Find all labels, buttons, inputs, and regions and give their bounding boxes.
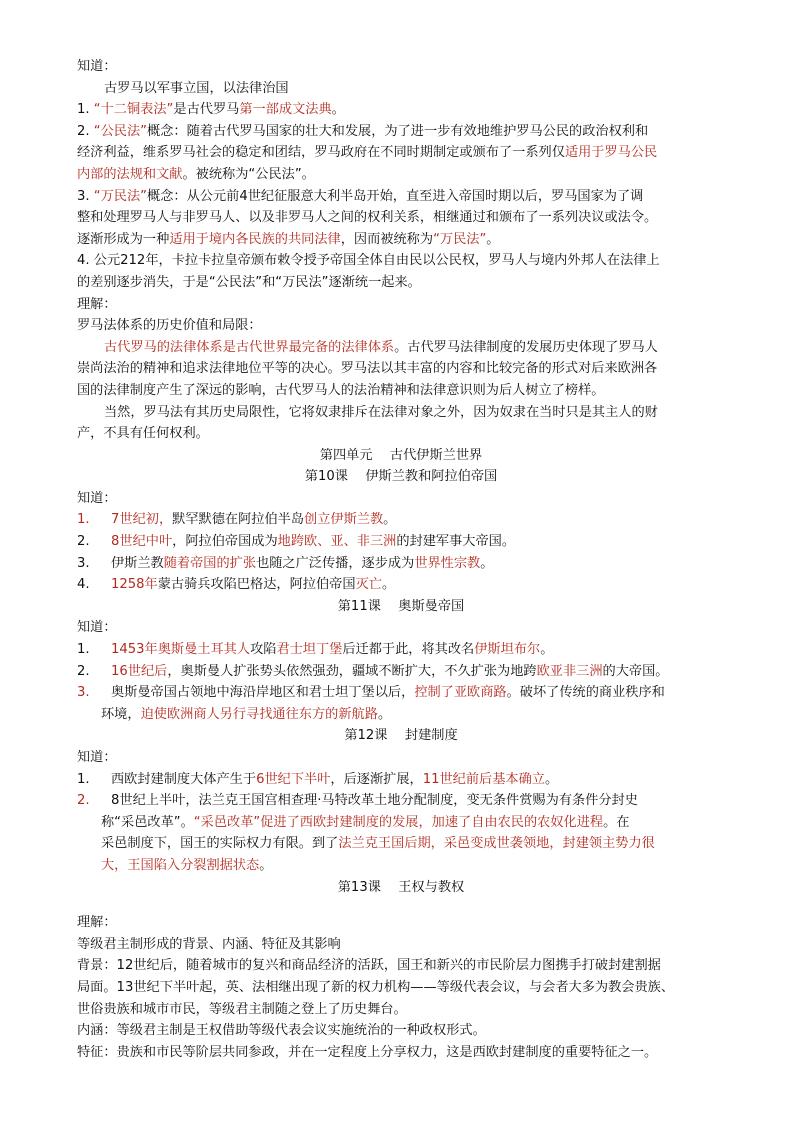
text-segment: 逐渐形成为一种	[77, 231, 170, 247]
list-number: 1.	[77, 642, 90, 658]
list-item-line	[101, 855, 725, 877]
text-segment: 产，不具有任何权利。	[77, 426, 209, 442]
text-segment: 。	[486, 231, 500, 247]
text-segment: ，阿拉伯帝国成为	[172, 534, 278, 550]
text-segment: “万民法”	[433, 231, 487, 247]
text-segment: 。在	[603, 814, 630, 830]
list-item-line	[101, 531, 725, 553]
list-number: 2.	[77, 534, 90, 550]
list-item	[77, 682, 725, 725]
text-segment: 经济利益，维系罗马社会的稳定和团结，罗马政府在不同时期制定或颁布了一系列仅	[77, 145, 565, 161]
text-segment: 4. 公元212年，卡拉卡拉皇帝颁布敕令授予帝国全体自由民以公民权，罗马人与境内外邦人在法律上	[77, 253, 660, 269]
text-segment: 1453年奥斯曼土耳其人	[111, 642, 251, 658]
section-heading	[77, 877, 725, 899]
text-segment: 攻陷	[250, 642, 277, 658]
text-line	[77, 380, 725, 402]
list-number: 3.	[77, 685, 90, 701]
list-item-line	[101, 833, 725, 855]
text-segment: 2.	[77, 123, 94, 139]
text-segment: 16世纪后	[111, 663, 168, 679]
text-line	[77, 164, 725, 186]
text-line	[77, 186, 725, 208]
text-segment: 世俗贵族和城市市民，等级君主制随之登上了历史舞台。	[77, 1001, 407, 1017]
text-segment: 知道：	[77, 750, 117, 765]
text-segment: 内涵：等级君主制是王权借助等级代表会议实施统治的一种政权形式。	[77, 1023, 486, 1039]
list-item-text	[101, 574, 725, 596]
text-segment: 知道：	[77, 59, 117, 74]
text-segment: 概念：从公元前4世纪征服意大利半岛开始，直至进入帝国时期以后，罗马国家为了调	[147, 188, 644, 204]
text-segment: 1.	[77, 102, 94, 118]
text-line	[77, 142, 725, 164]
text-segment: 8世纪中叶	[111, 534, 173, 550]
text-segment: 。	[381, 577, 396, 593]
text-segment: 。	[383, 512, 397, 528]
text-segment: 理解：	[77, 915, 117, 931]
text-segment: 3.	[77, 188, 94, 204]
section-heading	[77, 596, 725, 618]
text-line	[77, 423, 725, 445]
text-line	[77, 56, 725, 78]
list-item	[77, 790, 725, 876]
list-number: 1.	[77, 771, 90, 787]
text-line	[77, 402, 725, 424]
list-item-line	[101, 553, 725, 575]
text-line	[77, 934, 725, 956]
text-segment: 。古代罗马法律制度的发展历史体现了罗马人	[394, 339, 658, 355]
text-segment: 崇尚法治的精神和追求法律地位平等的决心。罗马法以其丰富的内容和比较完备的形式对后来欧洲各	[77, 361, 658, 377]
text-segment: 第四单元 古代伊斯兰世界	[319, 447, 483, 463]
text-line	[77, 78, 725, 100]
text-segment: “万民法”	[93, 188, 148, 204]
text-segment: 第12课 封建制度	[344, 728, 458, 744]
list-item-line	[101, 639, 725, 661]
list-item	[77, 531, 725, 553]
list-number: 2.	[77, 793, 90, 809]
text-line	[77, 912, 725, 934]
list-item-text	[101, 509, 725, 531]
text-segment: 8世纪上半叶，法兰克王国宫相查理·马特改革土地分配制度，变无条件赏赐为有条件分封史	[111, 793, 638, 809]
text-segment: 等级君主制形成的背景、内涵、特征及其影响	[77, 936, 341, 952]
text-segment: 的封建军事大帝国。	[396, 534, 516, 550]
list-number: 4.	[77, 577, 90, 593]
text-segment: 创立伊斯兰教	[304, 512, 384, 528]
list-item-line	[101, 509, 725, 531]
list-item-text	[101, 790, 725, 876]
text-line	[77, 207, 725, 229]
text-segment: 概念：随着古代罗马国家的壮大和发展，为了进一步有效地维护罗马公民的政治权利和	[147, 123, 649, 139]
text-segment: 大，王国陷入分裂割据状态	[101, 857, 260, 873]
text-segment: 当然，罗马法有其历史局限性，它将奴隶排斥在法律对象之外，因为奴隶在当时只是其主人的财	[104, 404, 658, 420]
list-item	[77, 769, 725, 791]
text-segment: 世界性宗教	[414, 555, 481, 571]
text-segment: 伊斯坦布尔	[474, 642, 541, 658]
text-segment: 控制了亚欧商路	[414, 685, 507, 701]
list-item	[77, 639, 725, 661]
text-segment: 的大帝国。	[602, 663, 669, 679]
text-segment: 国的法律制度产生了深远的影响，古代罗马人的法治精神和法律意识则为后人树立了榜样。	[77, 382, 605, 398]
list-item	[77, 553, 725, 575]
text-line	[77, 337, 725, 359]
text-line	[77, 999, 725, 1021]
text-segment: ，后逐渐扩展，	[330, 771, 423, 787]
text-line	[77, 99, 725, 121]
list-item-text	[101, 531, 725, 553]
section-heading	[77, 466, 725, 488]
text-line	[77, 977, 725, 999]
text-line	[77, 955, 725, 977]
text-segment: 背景：12世纪后，随着城市的复兴和商品经济的活跃，国王和新兴的市民阶层力图携手打破封建割据	[77, 958, 661, 974]
text-segment: 奥斯曼帝国占领地中海沿岸地区和君士坦丁堡以后，	[111, 685, 415, 701]
list-item-text	[101, 639, 725, 661]
section-heading	[77, 725, 725, 747]
text-segment: 6世纪下半叶	[256, 771, 331, 787]
section-heading	[77, 445, 725, 467]
text-segment: 后迁都于此，将其改名	[342, 642, 475, 658]
list-item-line	[101, 661, 725, 683]
text-line	[77, 229, 725, 251]
text-segment: 内部的法规和文献	[77, 166, 183, 182]
text-segment: 灭亡	[355, 577, 382, 593]
list-item	[77, 574, 725, 596]
text-segment: 理解：	[77, 296, 117, 312]
text-segment: 环境，	[101, 706, 141, 722]
text-segment: 伊斯兰教	[111, 555, 164, 571]
spacer	[77, 898, 725, 912]
list-item-line	[101, 682, 725, 704]
text-segment: 是古代罗马	[173, 102, 240, 118]
text-segment: 默罕默德在阿拉伯半岛	[172, 512, 305, 528]
text-segment: 采邑制度下，国王的实际权力有限。到了	[101, 836, 339, 852]
text-line	[77, 272, 725, 294]
text-segment: 西欧封建制度大体产生于	[111, 771, 257, 787]
text-line	[77, 358, 725, 380]
text-line	[77, 1020, 725, 1042]
text-segment: 。	[544, 771, 559, 787]
list-item-line	[101, 704, 725, 726]
text-segment: 。	[540, 642, 554, 658]
text-segment: 第11课 奥斯曼帝国	[337, 598, 465, 614]
text-line	[77, 121, 725, 143]
text-segment: 法兰克王国后期，采邑变成世袭领地，封建领主势力很	[338, 836, 655, 852]
text-segment: 局面。13世纪下半叶起，英、法相继出现了新的权力机构——等级代表会议，与会者大多为教会贵族、	[77, 979, 675, 995]
text-segment: 第10课 伊斯兰教和阿拉伯帝国	[304, 469, 498, 485]
text-segment: 蒙古骑兵攻陷巴格达，阿拉伯帝国	[157, 577, 356, 593]
document-page	[77, 56, 725, 1063]
text-segment: 知道：	[77, 490, 117, 506]
text-segment: 随着帝国的扩张	[163, 555, 257, 571]
text-segment: ，奥斯曼人扩张势头依然强劲，疆域不断扩大，不久扩张为地跨	[167, 663, 537, 679]
text-segment: 。	[377, 706, 392, 722]
text-line	[77, 488, 725, 510]
list-item	[77, 509, 725, 531]
list-item-text	[101, 682, 725, 725]
list-number: 1.	[77, 512, 90, 528]
text-segment: 古代罗马的法律体系是古代世界最完备的法律体系	[104, 339, 395, 355]
text-segment: “公民法”	[93, 123, 148, 139]
text-segment: 适用于罗马公民	[564, 145, 658, 161]
text-segment: 整和处理罗马人与非罗马人、以及非罗马人之间的权利关系，相继通过和颁布了一系列决议或法令。	[77, 210, 658, 226]
text-segment: 也随之广泛传播，逐步成为	[256, 555, 415, 571]
text-segment: 的差别逐步消失，于是“公民法”和“万民法”逐渐统一起来。	[77, 274, 421, 290]
text-segment: 知道：	[77, 620, 117, 636]
text-segment: 称“采邑改革”。	[101, 814, 194, 830]
text-segment: 特征：贵族和市民等阶层共同参政，并在一定程度上分享权力，这是西欧封建制度的重要特征之一。	[77, 1044, 658, 1060]
list-number: 2.	[77, 663, 90, 679]
text-segment: 。	[259, 857, 273, 873]
text-segment: 欧亚非三洲	[536, 663, 603, 679]
list-item-line	[101, 812, 725, 834]
text-segment: 基本确立	[492, 771, 545, 787]
text-line	[77, 250, 725, 272]
list-item-text	[101, 553, 725, 575]
text-segment: 。破坏了传统的商业秩序和	[506, 685, 665, 701]
text-segment: 适用于境内各民族的共同法律	[169, 231, 341, 247]
text-segment: 第一部成文法典	[239, 102, 332, 118]
text-segment: 地跨欧、亚、非三洲	[277, 534, 397, 550]
text-segment: “十二铜表法”	[93, 102, 174, 118]
list-item-line	[101, 790, 725, 812]
text-segment: ，因而被统称为	[340, 231, 434, 247]
text-segment: 。被统称为“公民法”。	[182, 166, 315, 182]
text-segment: 。	[480, 555, 494, 571]
text-segment: 第13课 王权与教权	[337, 879, 465, 895]
text-segment: 7世纪初，	[111, 512, 173, 528]
text-line	[77, 315, 725, 337]
text-segment: 11世纪前后	[422, 771, 493, 787]
list-number: 3.	[77, 555, 90, 571]
text-segment: 古罗马以军事立国，以法律治国	[104, 80, 289, 96]
text-line	[77, 294, 725, 316]
list-item-line	[101, 769, 725, 791]
list-item-text	[101, 661, 725, 683]
text-segment: 1258年	[111, 577, 158, 593]
text-line	[77, 1042, 725, 1064]
text-segment: 罗马法体系的历史价值和局限：	[77, 318, 262, 334]
list-item-line	[101, 574, 725, 596]
text-segment: “采邑改革”促进了西欧封建制度的发展，加速了自由农民的农奴化进程	[193, 814, 604, 830]
list-item	[77, 661, 725, 683]
text-segment: 。	[331, 102, 345, 118]
list-item-text	[101, 769, 725, 791]
text-line	[77, 747, 725, 769]
text-segment: 迫使欧洲商人另行寻找通往东方的新航路	[140, 706, 378, 722]
text-segment: 君士坦丁堡	[276, 642, 343, 658]
text-line	[77, 617, 725, 639]
